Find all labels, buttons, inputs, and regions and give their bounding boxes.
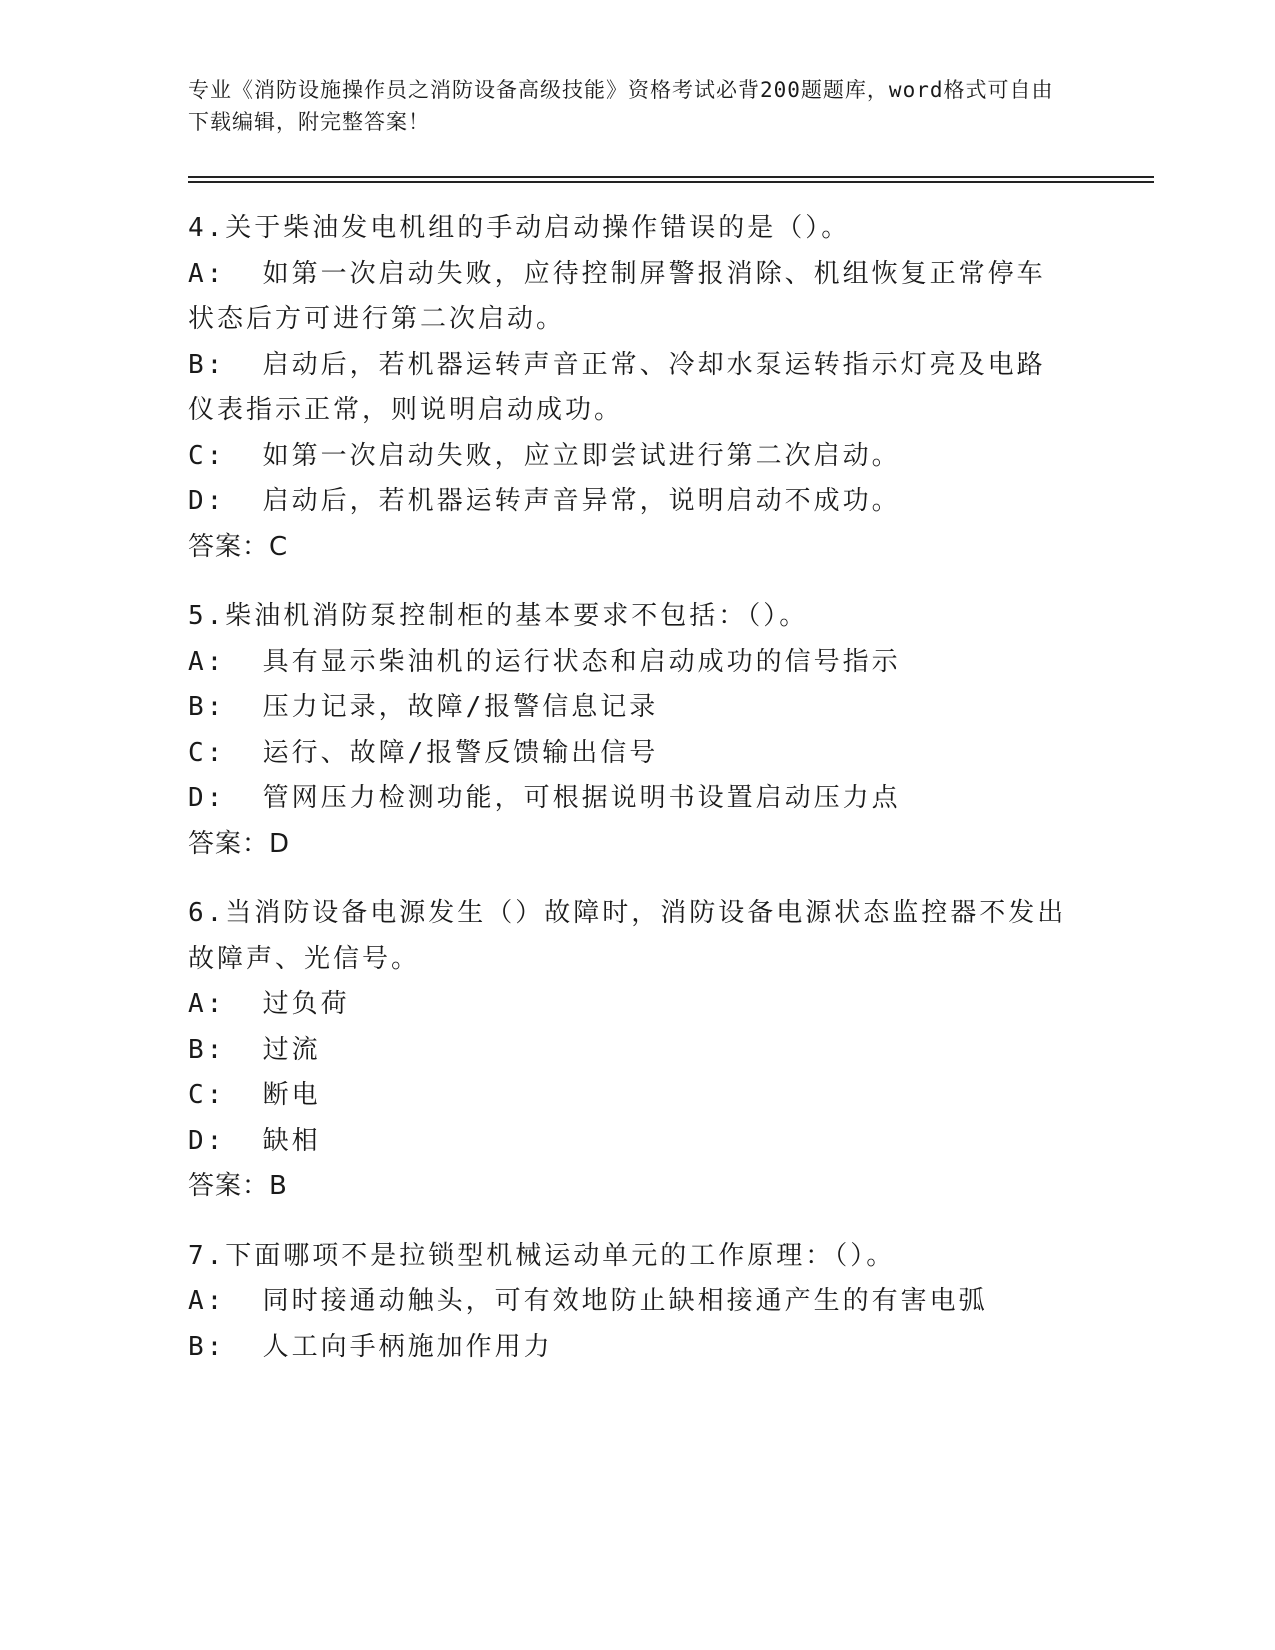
option-c: C: 断电 <box>188 1080 321 1110</box>
option-c: C: 运行、故障/报警反馈输出信号 <box>188 737 659 768</box>
question-6 <box>188 891 1068 1210</box>
option-a: A: 如第一次启动失败，应待控制屏警报消除、机组恢复正常停车状态后方可进行第二次启动。 <box>188 258 1046 334</box>
question-5 <box>188 594 1068 867</box>
option-b: B: 人工向手柄施加作用力 <box>188 1331 553 1362</box>
answer-label: 答案：B <box>188 1171 288 1201</box>
question-stem: 5.柴油机消防泵控制柜的基本要求不包括：（）。 <box>188 601 809 631</box>
answer-label: 答案：D <box>188 828 291 859</box>
question-7 <box>188 1234 1068 1371</box>
header-divider-top <box>188 176 1154 178</box>
option-d: D: 启动后，若机器运转声音异常，说明启动不成功。 <box>188 486 901 516</box>
question-list <box>188 206 1068 1394</box>
option-c: C: 如第一次启动失败，应立即尝试进行第二次启动。 <box>188 440 901 471</box>
option-a: A: 过负荷 <box>188 989 350 1019</box>
question-stem: 6.当消防设备电源发生（）故障时，消防设备电源状态监控器不发出故障声、光信号。 <box>188 898 1067 974</box>
header-divider-bottom <box>188 181 1154 183</box>
document-header <box>188 74 1068 138</box>
option-a: A: 具有显示柴油机的运行状态和启动成功的信号指示 <box>188 646 901 677</box>
answer-label: 答案：C <box>188 531 289 562</box>
option-a: A: 同时接通动触头，可有效地防止缺相接通产生的有害电弧 <box>188 1286 988 1316</box>
question-stem: 4.关于柴油发电机组的手动启动操作错误的是（）。 <box>188 213 851 243</box>
question-4 <box>188 206 1068 570</box>
option-b: B: 过流 <box>188 1034 321 1065</box>
question-stem: 7.下面哪项不是拉锁型机械运动单元的工作原理：（）。 <box>188 1240 896 1271</box>
option-b: B: 压力记录，故障/报警信息记录 <box>188 692 659 722</box>
header-text: 专业《消防设施操作员之消防设备高级技能》资格考试必背200题题库，word格式可自由下载编辑，附完整答案！ <box>188 78 1054 134</box>
option-d: D: 管网压力检测功能，可根据说明书设置启动压力点 <box>188 783 901 813</box>
option-d: D: 缺相 <box>188 1125 321 1156</box>
option-b: B: 启动后，若机器运转声音正常、冷却水泵运转指示灯亮及电路仪表指示正常，则说明启动成功。 <box>188 349 1046 425</box>
